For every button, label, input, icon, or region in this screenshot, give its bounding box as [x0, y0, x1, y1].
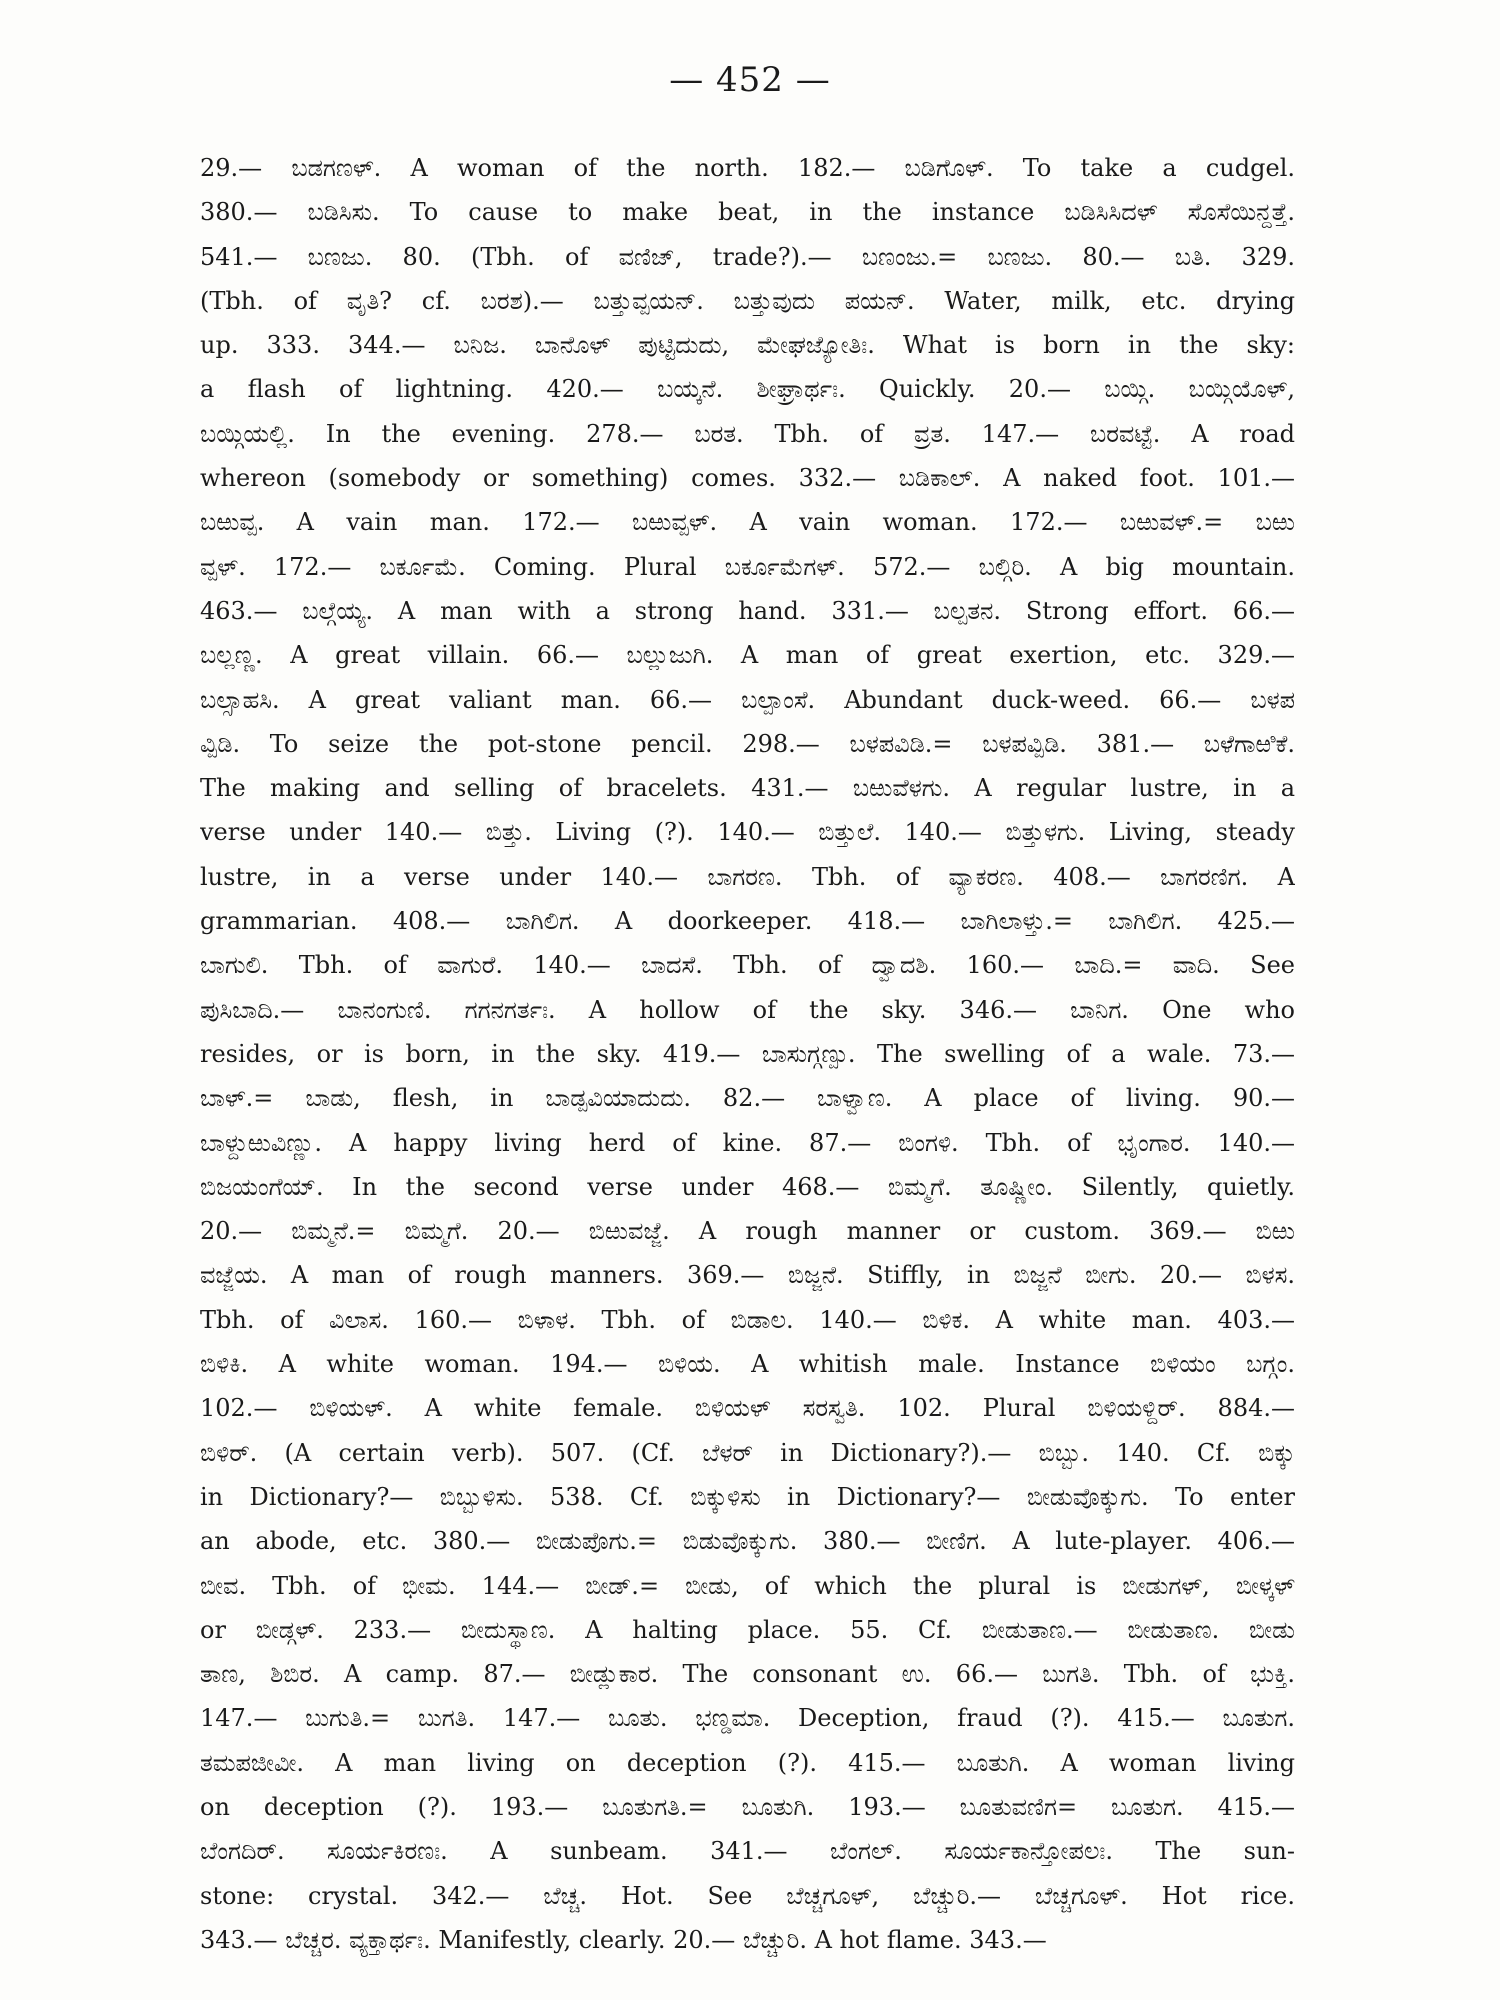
text-line: verse under 140.— ಬಿತ್ತು. Living (?). 140.— ಬಿತ್ತುಲೆ. 140.— ಬಿತ್ತುಳಗು. Living, steady: [200, 818, 1295, 847]
text-line: on deception (?). 193.— ಬೂತುಗತಿ.= ಬೂತುಗಿ. 193.— ಬೂತುವಣಿಗ= ಬೂತುಗ. 415.—: [200, 1792, 1295, 1821]
text-line: The making and selling of bracelets. 431.— ಬಱುವೆಳಗು. A regular lustre, in a: [200, 774, 1295, 803]
text-line: 380.— ಬಡಿಸಿಸು. To cause to make beat, in the instance ಬಡಿಸಿಸಿದಳ್ ಸೊಸೆಯಿನ್ದತ್ತೆ.: [200, 198, 1295, 227]
text-line: or ಬೀಡ್ಗಳ್. 233.— ಬೀದುಸ್ಥಾಣ. A halting place. 55. Cf. ಬೀಡುತಾಣ.— ಬೀಡುತಾಣ. ಬೀಡು: [200, 1615, 1295, 1644]
text-line: stone: crystal. 342.— ಬೆಚ್ಚ. Hot. See ಬೆಚ್ಚಗೂಳ್, ಬೆಚ್ಚುರಿ.— ಬೆಚ್ಚಗೂಳ್. Hot rice.: [200, 1881, 1295, 1910]
text-line: ಬಾಳ್.= ಬಾಡು, flesh, in ಬಾಡ್ಪವಿಯಾದುದು. 82.— ಬಾಳ್ವಾಣ. A place of living. 90.—: [200, 1084, 1295, 1113]
text-line: ತಮಪಜೀವೀ. A man living on deception (?). 415.— ಬೂತುಗಿ. A woman living: [200, 1748, 1295, 1777]
page-number: — 452 —: [669, 60, 831, 100]
text-line: lustre, in a verse under 140.— ಬಾಗರಣ. Tbh. of ವ್ಯಾಕರಣ. 408.— ಬಾಗರಣಿಗ. A: [200, 862, 1295, 891]
text-line: ಬಿಳಿಕಿ. A white woman. 194.— ಬಿಳಿಯ. A whitish male. Instance ಬಿಳಿಯಂ ಬಗ್ಗಂ.: [200, 1350, 1295, 1379]
text-line: ವಜ್ಜೆಯ. A man of rough manners. 369.— ಬಿಜ್ಜನೆ. Stiffly, in ಬಿಜ್ಜನೆ ಬೀಗು. 20.— ಬಿಳಸ.: [200, 1261, 1295, 1290]
glossary-text: [200, 146, 1295, 1962]
text-line: 102.— ಬಿಳಿಯಳ್. A white female. ಬಿಳಿಯಳ್ ಸರಸ್ವತಿ. 102. Plural ಬಿಳಿಯಳ್ದಿರ್. 884.—: [200, 1394, 1295, 1423]
text-line: ವ್ಪಿಡಿ. To seize the pot-stone pencil. 298.— ಬಳಪವಿಡಿ.= ಬಳಪವ್ಪಿಡಿ. 381.— ಬಳೆಗಾಱಿಕೆ.: [200, 729, 1295, 758]
text-line: Tbh. of ವಿಲಾಸ. 160.— ಬಿಳಾಳ. Tbh. of ಬಿಡಾಲ. 140.— ಬಿಳಿಕ. A white man. 403.—: [200, 1305, 1295, 1334]
text-line: ಬಾಳ್ದುಱುವಿಣ್ಣು. A happy living herd of kine. 87.— ಬಿಂಗಳಿ. Tbh. of ಭೃಂಗಾರ. 140.—: [200, 1128, 1295, 1157]
text-line: ಬೀವ. Tbh. of ಭೀಮ. 144.— ಬೀಡ್.= ಬೀಡು, of which the plural is ಬೀಡುಗಳ್, ಬೀಳ್ಕಳ್: [200, 1571, 1295, 1600]
text-line: 29.— ಬಡಗಣಳ್. A woman of the north. 182.— ಬಡಿಗೊಳ್. To take a cudgel.: [200, 154, 1295, 182]
text-line: ಬಲ್ಸಾಹಸಿ. A great valiant man. 66.— ಬಲ್ಪಾಂಸೆ. Abundant duck-weed. 66.— ಬಳಪ: [200, 685, 1295, 714]
text-line: ಪುಸಿಬಾದಿ.— ಬಾನಂಗುಣಿ. ಗಗನಗರ್ತಃ. A hollow of the sky. 346.— ಬಾನಿಗ. One who: [200, 995, 1295, 1024]
text-line: a flash of lightning. 420.— ಬಯ್ಕನೆ. ಶೀಘ್ರಾರ್ಥಃ. Quickly. 20.— ಬಯ್ಗಿ. ಬಯ್ಗಿಯೊಳ್,: [200, 375, 1295, 404]
text-line: grammarian. 408.— ಬಾಗಿಲಿಗ. A doorkeeper. 418.— ಬಾಗಿಲಾಳ್ತು.= ಬಾಗಿಲಿಗ. 425.—: [200, 907, 1295, 936]
text-line: 20.— ಬಿಮ್ಮನೆ.= ಬಿಮ್ಮಗೆ. 20.— ಬಿಱುವಜ್ಜೆ. A rough manner or custom. 369.— ಬಿಱು: [200, 1217, 1295, 1246]
text-line: whereon (somebody or something) comes. 332.— ಬಡಿಕಾಲ್. A naked foot. 101.—: [200, 464, 1295, 493]
text-line: ವ್ಪಳ್. 172.— ಬರ್ಕೂಮೆ. Coming. Plural ಬರ್ಕೂಮೆಗಳ್. 572.— ಬಲ್ಗಿರಿ. A big mountain.: [200, 552, 1295, 581]
text-line: (Tbh. of ವೃತಿ? cf. ಬರಶ).— ಬತ್ತುವ್ಪಯನ್. ಬತ್ತುವುದು ಪಯನ್. Water, milk, etc. drying: [200, 286, 1295, 315]
text-line: up. 333. 344.— ಬನಿಜ. ಬಾನೊಳ್ ಪುಟ್ಟಿದುದು, ಮೇಘಜ್ಯೋತಿಃ. What is born in the sky:: [200, 331, 1295, 360]
text-line: 463.— ಬಲ್ಗೆಯ್ಯ. A man with a strong hand. 331.— ಬಲ್ಪತನ. Strong effort. 66.—: [200, 596, 1295, 625]
text-line: in Dictionary?— ಬಿಬ್ಬುಳಿಸು. 538. Cf. ಬಿಕ್ಕುಳಿಸು in Dictionary?— ಬೀಡುವೊಕ್ಕುಗು. To enter: [200, 1482, 1295, 1511]
text-line: ತಾಣ, ಶಿಬಿರ. A camp. 87.— ಬೀಡ್ಲುಕಾರ. The consonant ಉ. 66.— ಬುಗತಿ. Tbh. of ಭುಕ್ತಿ.: [200, 1660, 1295, 1689]
text-line: ಬಾಗುಲಿ. Tbh. of ವಾಗುರೆ. 140.— ಬಾದಸೆ. Tbh. of ದ್ವಾದಶಿ. 160.— ಬಾದಿ.= ವಾದಿ. See: [200, 951, 1295, 980]
text-line: 343.— ಬೆಚ್ಚರ. ವ್ಯಕ್ತಾರ್ಥಃ. Manifestly, clearly. 20.— ಬೆಚ್ಚುರಿ. A hot flame. 343.—: [200, 1925, 1047, 1954]
text-line: an abode, etc. 380.— ಬೀಡುಪೊಗು.= ಬಿಡುವೊಕ್ಕುಗು. 380.— ಬೀಣಿಗ. A lute-player. 406.—: [200, 1527, 1295, 1556]
text-line: 147.— ಬುಗುತಿ.= ಬುಗತಿ. 147.— ಬೂತು. ಭಣ್ಡಮಾ. Deception, fraud (?). 415.— ಬೂತುಗ.: [200, 1704, 1295, 1733]
text-line: resides, or is born, in the sky. 419.— ಬಾಸುಗ್ಗಣ್ಪು. The swelling of a wale. 73.—: [200, 1039, 1295, 1068]
text-line: ಬಱುವ್ಪ. A vain man. 172.— ಬಱುವ್ಪಳ್. A vain woman. 172.— ಬಱುವಳ್.= ಬಱು: [200, 508, 1295, 537]
text-line: ಬೆಂಗದಿರ್. ಸೂರ್ಯಕಿರಣಃ. A sunbeam. 341.— ಬೆಂಗಲ್. ಸೂರ್ಯಕಾನ್ತೋಪಲಃ. The sun-: [200, 1837, 1295, 1866]
text-line: ಬಯ್ಗಿಯಲ್ಲಿ. In the evening. 278.— ಬರತ. Tbh. of ವ್ರತ. 147.— ಬರವಟ್ಟೆ. A road: [200, 419, 1295, 448]
text-line: ಬಿಜಯಂಗೆಯ್. In the second verse under 468.— ಬಿಮ್ಮಗೆ. ತೂಷ್ಣೀಂ. Silently, quietly.: [200, 1172, 1295, 1201]
text-line: ಬಲ್ಲಣ್ಣ. A great villain. 66.— ಬಲ್ಲುಜುಗಿ. A man of great exertion, etc. 329.—: [200, 641, 1295, 670]
text-line: 541.— ಬಣಜು. 80. (Tbh. of ವಣಿಜ್, trade?).— ಬಣಂಜು.= ಬಣಜು. 80.— ಬತಿ. 329.: [200, 242, 1295, 271]
text-line: ಬಿಳಿರ್. (A certain verb). 507. (Cf. ಬೆಳರ್ in Dictionary?).— ಬಿಬ್ಬು. 140. Cf. ಬಿಕ್ಕು: [200, 1438, 1295, 1467]
